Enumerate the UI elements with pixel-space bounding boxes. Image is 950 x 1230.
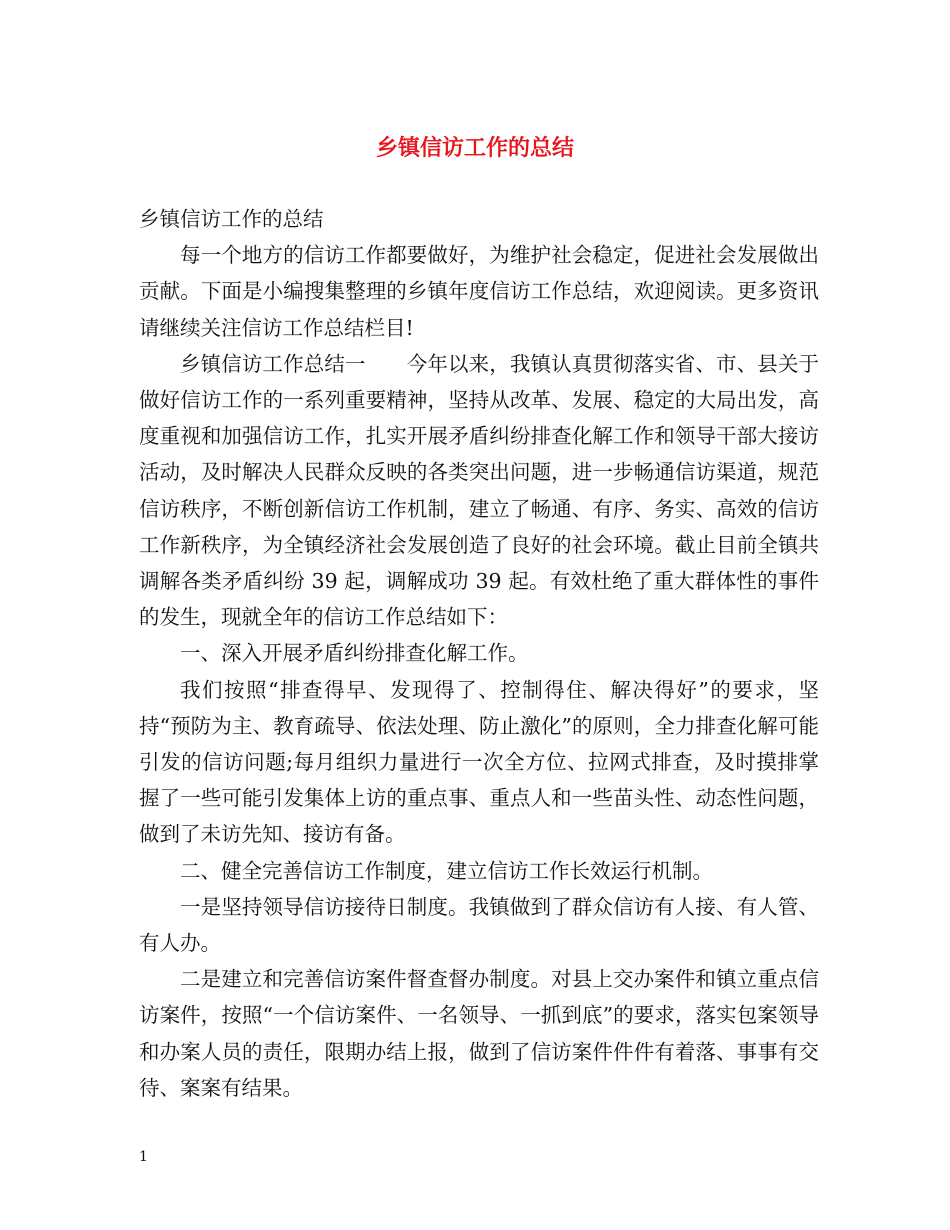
paragraph-subtitle: 乡镇信访工作的总结 — [139, 207, 324, 231]
paragraph-item-one: 一是坚持领导信访接待日制度。我镇做到了群众信访有人接、有人管、有人办。 — [139, 894, 819, 956]
section-heading-one: 一、深入开展矛盾纠纷排查化解工作。 — [180, 641, 529, 666]
paragraph-section-one: 我们按照“排查得早、发现得了、控制得住、解决得好”的要求，坚持“预防为主、教育疏导、依法处理、防止激化”的原则，全力排查化解可能引发的信访问题;每月组织力量进行一次全方位、拉网式排查，及时摸排掌握了一些可能引发集体上访的重点事、重点人和一些苗头性、动态性问题，做到了未访先知、接访有备。 — [139, 677, 819, 847]
document-body — [139, 201, 819, 1106]
document-title: 乡镇信访工作的总结 — [375, 135, 574, 161]
paragraph-intro: 每一个地方的信访工作都要做好，为维护社会稳定，促进社会发展做出贡献。下面是小编搜集整理的乡镇年度信访工作总结，欢迎阅读。更多资讯请继续关注信访工作总结栏目! — [139, 243, 819, 340]
section-heading-two: 二、健全完善信访工作制度，建立信访工作长效运行机制。 — [180, 858, 713, 883]
paragraph-item-two: 二是建立和完善信访案件督查督办制度。对县上交办案件和镇立重点信访案件，按照“一个信访案件、一名领导、一抓到底”的要求，落实包案领导和办案人员的责任，限期办结上报，做到了信访案件件件有着落、事事有交待、案案有结果。 — [139, 967, 819, 1100]
paragraph-summary-one: 乡镇信访工作总结一 今年以来，我镇认真贯彻落实省、市、县关于做好信访工作的一系列重要精神，坚持从改革、发展、稳定的大局出发，高度重视和加强信访工作，扎实开展矛盾纠纷排查化解工作和领导干部大接访活动，及时解决人民群众反映的各类突出问题，进一步畅通信访渠道，规范信访秩序，不断创新信访工作机制，建立了畅通、有序、务实、高效的信访工作新秩序，为全镇经济社会发展创造了良好的社会环境。截止目前全镇共调解各类矛盾纠纷 39 起，调解成功 39 起。有效杜绝了重大群体性的事件的发生，现就全年的信访工作总结如下： — [139, 351, 819, 630]
page-number: 1 — [139, 1149, 148, 1165]
